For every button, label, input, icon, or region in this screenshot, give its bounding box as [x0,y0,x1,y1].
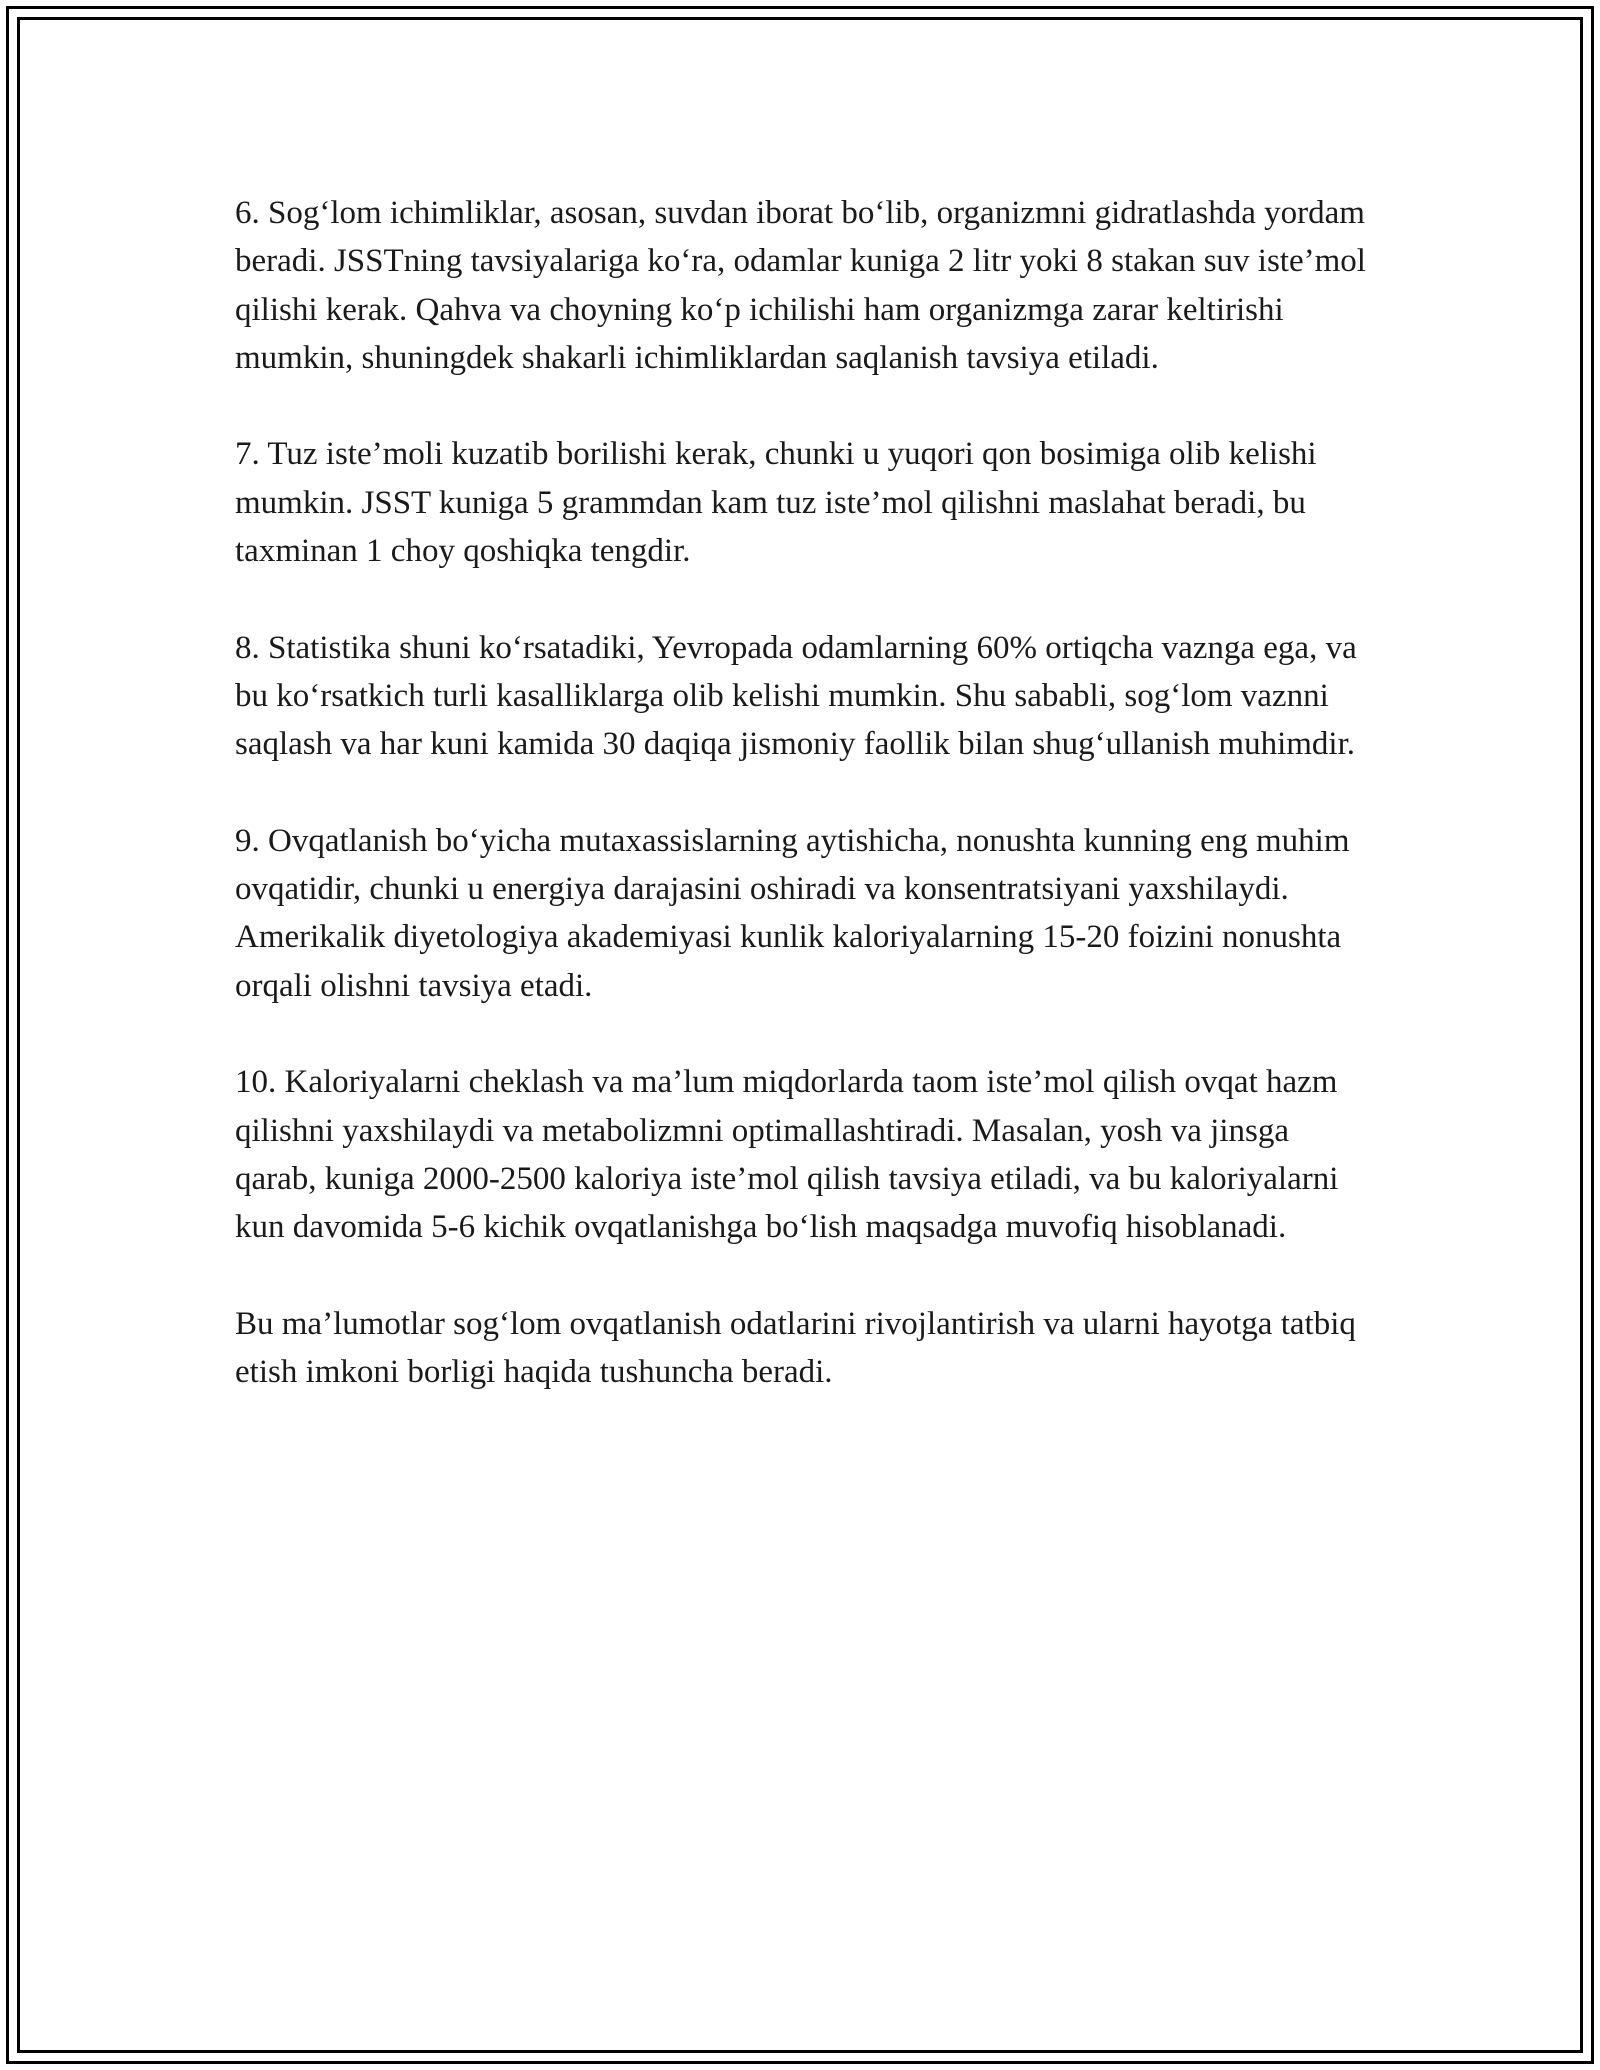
paragraph-10-calories: 10. Kaloriyalarni cheklash va ma’lum miqdorlarda taom iste’mol qilish ovqat hazm qilishni yaxshilaydi va metabolizmni optimallashtiradi. Masalan, yosh va jinsga qarab, kuniga 2000-2500 kaloriya iste’mol qilish tavsiya etiladi, va bu kaloriyalarni kun davomida 5-6 kichik ovqatlanishga bo‘lish maqsadga muvofiq hisoblanadi. [235,1064,1339,1246]
paragraph-conclusion: Bu ma’lumotlar sog‘lom ovqatlanish odatlarini rivojlantirish va ularni hayotga tatbiq etish imkoni borligi haqida tushuncha beradi. [235,1305,1356,1391]
paragraph-6-healthy-drinks: 6. Sog‘lom ichimliklar, asosan, suvdan iborat bo‘lib, organizmni gidratlashda yordam beradi. JSSTning tavsiyalariga ko‘ra, odamlar kuniga 2 litr yoki 8 stakan suv iste’mol qilishi kerak. Qahva va choyning ko‘p ichilishi ham organizmga zarar keltirishi mumkin, shuningdek shakarli ichimliklardan saqlanish tavsiya etiladi. [235,195,1366,376]
paragraph-8-weight-statistics: 8. Statistika shuni ko‘rsatadiki, Yevropada odamlarning 60% ortiqcha vaznga ega, va bu ko‘rsatkich turli kasalliklarga olib kelishi mumkin. Shu sababli, sog‘lom vaznni saqlash va har kuni kamida 30 daqiqa jismoniy faollik bilan shug‘ullanish muhimdir. [235,629,1357,763]
document-body [235,189,1375,1445]
paragraph-7-salt-intake: 7. Tuz iste’moli kuzatib borilishi kerak, chunki u yuqori qon bosimiga olib kelishi mumkin. JSST kuniga 5 grammdan kam tuz iste’mol qilishni maslahat beradi, bu taxminan 1 choy qoshiqka tengdir. [235,436,1317,570]
paragraph-9-breakfast: 9. Ovqatlanish bo‘yicha mutaxassislarning aytishicha, nonushta kunning eng muhim ovqatidir, chunki u energiya darajasini oshiradi va konsentratsiyani yaxshilaydi. Amerikalik diyetologiya akademiyasi kunlik kaloriyalarning 15-20 foizini nonushta orqali olishni tavsiya etadi. [235,822,1350,1004]
